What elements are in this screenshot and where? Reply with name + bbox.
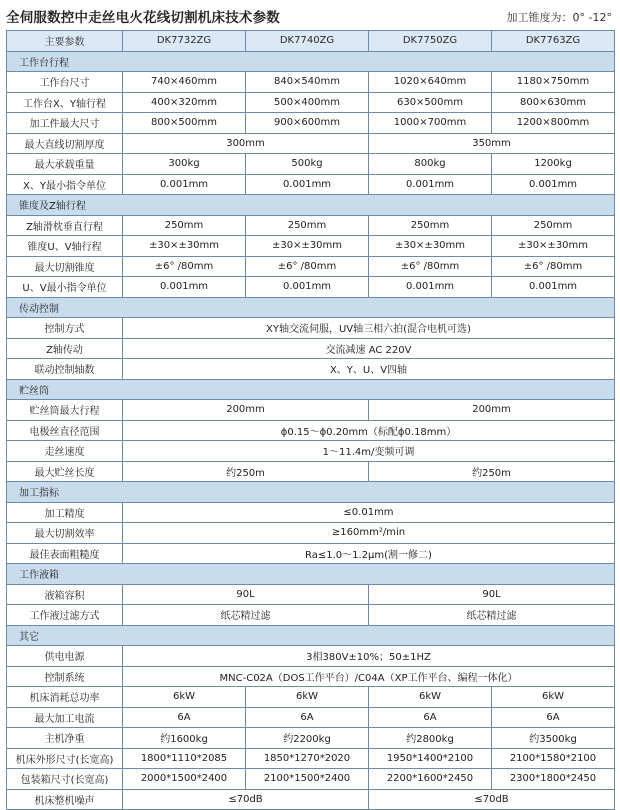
param-label: 工作台X、Y轴行程 [7, 92, 123, 113]
section-title: 加工指标 [7, 482, 615, 503]
section-header-row [7, 625, 615, 646]
param-value: ±30×±30mm [492, 236, 615, 257]
param-label: 联动控制轴数 [7, 359, 123, 380]
param-label: 最大加工电流 [7, 707, 123, 728]
param-value: 0.001mm [246, 277, 369, 298]
section-title: 贮丝筒 [7, 379, 615, 400]
model-header: DK7750ZG [369, 31, 492, 52]
param-value: 200mm [123, 400, 369, 421]
param-label: Z轴滑枕垂直行程 [7, 215, 123, 236]
param-value: 约1600kg [123, 728, 246, 749]
param-label: 最佳表面粗糙度 [7, 543, 123, 564]
param-value: 2200*1600*2450 [369, 769, 492, 790]
table-row [7, 72, 615, 93]
section-header-row [7, 564, 615, 585]
param-value: 800×630mm [492, 92, 615, 113]
param-label: 工作液过滤方式 [7, 605, 123, 626]
param-value: 交流减速 AC 220V [123, 338, 615, 359]
param-value: 纸芯精过滤 [369, 605, 615, 626]
param-value: ±6° /80mm [246, 256, 369, 277]
table-row [7, 400, 615, 421]
param-value: 2100*1580*2100 [492, 748, 615, 769]
param-value: 800kg [369, 154, 492, 175]
section-header-row [7, 51, 615, 72]
param-value: ≤70dB [369, 789, 615, 810]
param-label: 锥度U、V轴行程 [7, 236, 123, 257]
param-value: ±30×±30mm [369, 236, 492, 257]
section-title: 其它 [7, 625, 615, 646]
param-value: 250mm [246, 215, 369, 236]
param-value: 6kW [123, 687, 246, 708]
param-value: 250mm [369, 215, 492, 236]
param-value: 350mm [369, 133, 615, 154]
param-value: ±30×±30mm [123, 236, 246, 257]
param-value: ≤70dB [123, 789, 369, 810]
table-row [7, 769, 615, 790]
table-row [7, 236, 615, 257]
param-value: ±6° /80mm [492, 256, 615, 277]
param-label: 最大切割效率 [7, 523, 123, 544]
table-row [7, 543, 615, 564]
param-value: 500×400mm [246, 92, 369, 113]
table-row [7, 789, 615, 810]
taper-note: 加工锥度为：0° -12° [506, 11, 612, 24]
param-label: 电极丝直径范围 [7, 420, 123, 441]
param-label: 加工精度 [7, 502, 123, 523]
param-value: 0.001mm [369, 174, 492, 195]
param-value: MNC-C02A（DOS工作平台）/C04A（XP工作平台、编程一体化） [123, 666, 615, 687]
param-label: 最大直线切割厚度 [7, 133, 123, 154]
section-title: 锥度及Z轴行程 [7, 195, 615, 216]
param-value: XY轴交流伺服，UV轴三相六拍(混合电机可选) [123, 318, 615, 339]
param-value: 0.001mm [492, 174, 615, 195]
table-row [7, 502, 615, 523]
table-row [7, 277, 615, 298]
param-label: 贮丝筒最大行程 [7, 400, 123, 421]
param-label: 包装箱尺寸(长宽高) [7, 769, 123, 790]
section-header-row [7, 297, 615, 318]
table-row [7, 318, 615, 339]
param-value: 1000×700mm [369, 113, 492, 134]
model-header: DK7732ZG [123, 31, 246, 52]
param-label: 最大承载重量 [7, 154, 123, 175]
param-label: 走丝速度 [7, 441, 123, 462]
param-value: 250mm [123, 215, 246, 236]
table-row [7, 338, 615, 359]
param-value: 200mm [369, 400, 615, 421]
param-value: 约2200kg [246, 728, 369, 749]
table-row [7, 461, 615, 482]
param-label: 工作台尺寸 [7, 72, 123, 93]
param-value: 6A [246, 707, 369, 728]
table-row [7, 728, 615, 749]
param-value: ±6° /80mm [369, 256, 492, 277]
param-label: 机床外形尺寸(长宽高) [7, 748, 123, 769]
param-value: 840×540mm [246, 72, 369, 93]
param-label: X、Y最小指令单位 [7, 174, 123, 195]
table-row [7, 113, 615, 134]
param-value: 300mm [123, 133, 369, 154]
param-label: 控制系统 [7, 666, 123, 687]
param-value: 300kg [123, 154, 246, 175]
table-row [7, 215, 615, 236]
param-value: 1200×800mm [492, 113, 615, 134]
param-value: 6kW [246, 687, 369, 708]
param-value: 约3500kg [492, 728, 615, 749]
param-value: 0.001mm [123, 174, 246, 195]
model-header: DK7740ZG [246, 31, 369, 52]
section-header-row [7, 195, 615, 216]
section-title: 工作台行程 [7, 51, 615, 72]
param-label: 加工件最大尺寸 [7, 113, 123, 134]
param-label: 液箱容积 [7, 584, 123, 605]
param-value: 1～11.4m/变频可调 [123, 441, 615, 462]
section-title: 传动控制 [7, 297, 615, 318]
param-value: 1200kg [492, 154, 615, 175]
table-row [7, 359, 615, 380]
param-value: 90L [369, 584, 615, 605]
param-value: 500kg [246, 154, 369, 175]
param-value: ±30×±30mm [246, 236, 369, 257]
param-value: 6kW [369, 687, 492, 708]
param-value: 约250m [123, 461, 369, 482]
table-row [7, 133, 615, 154]
param-value: 900×600mm [246, 113, 369, 134]
param-value: 400×320mm [123, 92, 246, 113]
model-header: DK7763ZG [492, 31, 615, 52]
table-row [7, 523, 615, 544]
param-label: 最大切割锥度 [7, 256, 123, 277]
table-row [7, 420, 615, 441]
param-value: 约250m [369, 461, 615, 482]
param-value: 1020×640mm [369, 72, 492, 93]
param-label: 控制方式 [7, 318, 123, 339]
param-value: 1800*1110*2085 [123, 748, 246, 769]
table-row [7, 92, 615, 113]
table-row [7, 441, 615, 462]
param-label: 主机净重 [7, 728, 123, 749]
param-value: ≥160mm²/min [123, 523, 615, 544]
table-row [7, 154, 615, 175]
table-header-row [7, 31, 615, 52]
param-value: 630×500mm [369, 92, 492, 113]
param-value: 1180×750mm [492, 72, 615, 93]
table-row [7, 707, 615, 728]
param-value: 0.001mm [492, 277, 615, 298]
table-row [7, 605, 615, 626]
param-value: 800×500mm [123, 113, 246, 134]
section-header-row [7, 379, 615, 400]
param-value: 约2800kg [369, 728, 492, 749]
param-value: 3相380V±10%；50±1HZ [123, 646, 615, 667]
param-label: Z轴传动 [7, 338, 123, 359]
param-label: 机床消耗总功率 [7, 687, 123, 708]
table-row [7, 256, 615, 277]
param-value: 250mm [492, 215, 615, 236]
param-value: 6A [369, 707, 492, 728]
param-value: Ra≤1.0～1.2μm(割一修二) [123, 543, 615, 564]
param-value: 0.001mm [369, 277, 492, 298]
section-title: 工作液箱 [7, 564, 615, 585]
section-header-row [7, 482, 615, 503]
param-value: 6A [492, 707, 615, 728]
param-label: 供电电源 [7, 646, 123, 667]
param-value: 6A [123, 707, 246, 728]
param-value: 2000*1500*2400 [123, 769, 246, 790]
param-value: 2100*1500*2400 [246, 769, 369, 790]
param-label: U、V最小指令单位 [7, 277, 123, 298]
table-row [7, 666, 615, 687]
param-value: ϕ0.15～ϕ0.20mm（标配ϕ0.18mm） [123, 420, 615, 441]
param-value: 740×460mm [123, 72, 246, 93]
param-value: 0.001mm [123, 277, 246, 298]
table-row [7, 584, 615, 605]
table-row [7, 174, 615, 195]
param-value: 0.001mm [246, 174, 369, 195]
table-row [7, 646, 615, 667]
table-row [7, 748, 615, 769]
page-header [0, 0, 620, 30]
table-row [7, 687, 615, 708]
param-value: ≤0.01mm [123, 502, 615, 523]
param-label: 最大贮丝长度 [7, 461, 123, 482]
param-value: 90L [123, 584, 369, 605]
page-title: 全伺服数控中走丝电火花线切割机床技术参数 [6, 10, 280, 26]
param-label: 机床整机噪声 [7, 789, 123, 810]
param-value: X、Y、U、V四轴 [123, 359, 615, 380]
spec-table [6, 30, 615, 810]
param-value: 6kW [492, 687, 615, 708]
param-value: ±6° /80mm [123, 256, 246, 277]
param-value: 1850*1270*2020 [246, 748, 369, 769]
param-value: 1950*1400*2100 [369, 748, 492, 769]
param-value: 纸芯精过滤 [123, 605, 369, 626]
param-value: 2300*1800*2450 [492, 769, 615, 790]
header-label: 主要参数 [7, 31, 123, 52]
